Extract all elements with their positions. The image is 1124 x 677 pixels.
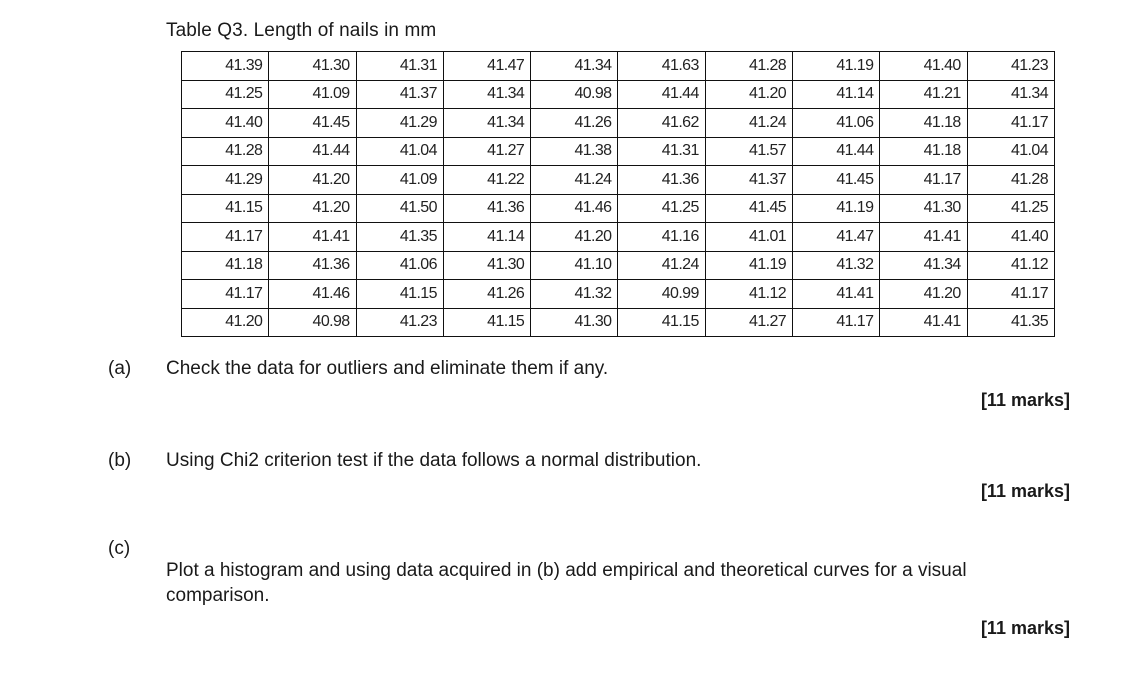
table-cell: 41.12 — [705, 280, 792, 309]
table-cell: 41.37 — [705, 166, 792, 195]
table-cell: 41.06 — [793, 109, 880, 138]
table-cell: 41.36 — [618, 166, 705, 195]
nail-length-table-container — [181, 51, 1055, 351]
table-cell: 41.21 — [880, 80, 967, 109]
table-cell: 41.41 — [880, 223, 967, 252]
table-cell: 41.46 — [269, 280, 356, 309]
table-cell: 41.63 — [618, 52, 705, 81]
table-cell: 41.01 — [705, 223, 792, 252]
table-cell: 41.04 — [967, 137, 1054, 166]
table-cell: 41.26 — [531, 109, 618, 138]
table-cell: 41.15 — [443, 308, 530, 337]
question-b-text: Using Chi2 criterion test if the data follows a normal distribution. — [166, 450, 702, 471]
table-cell: 41.47 — [793, 223, 880, 252]
table-cell: 41.20 — [269, 166, 356, 195]
question-a-marks: [11 marks] — [980, 390, 1070, 410]
table-cell: 41.27 — [705, 308, 792, 337]
table-cell: 41.18 — [880, 109, 967, 138]
question-c-label: (c) — [108, 538, 131, 559]
question-a-label: (a) — [108, 358, 132, 379]
table-cell: 41.44 — [793, 137, 880, 166]
table-cell: 41.14 — [793, 80, 880, 109]
table-cell: 41.31 — [356, 52, 443, 81]
table-cell: 41.23 — [356, 308, 443, 337]
table-cell: 41.34 — [967, 80, 1054, 109]
table-cell: 41.40 — [880, 52, 967, 81]
table-cell: 41.09 — [269, 80, 356, 109]
table-cell: 41.15 — [618, 308, 705, 337]
table-cell: 41.17 — [967, 280, 1054, 309]
table-row — [182, 194, 1055, 223]
table-cell: 41.45 — [793, 166, 880, 195]
table-cell: 41.17 — [967, 109, 1054, 138]
table-cell: 41.45 — [269, 109, 356, 138]
table-row — [182, 166, 1055, 195]
table-cell: 41.24 — [618, 251, 705, 280]
nail-length-table — [181, 51, 1055, 337]
question-b-label: (b) — [108, 450, 132, 471]
table-cell: 41.46 — [531, 194, 618, 223]
table-cell: 41.36 — [443, 194, 530, 223]
table-cell: 41.19 — [705, 251, 792, 280]
table-cell: 41.34 — [880, 251, 967, 280]
table-row — [182, 280, 1055, 309]
table-cell: 41.29 — [182, 166, 269, 195]
table-cell: 41.30 — [443, 251, 530, 280]
table-cell: 41.28 — [182, 137, 269, 166]
table-cell: 41.35 — [967, 308, 1054, 337]
table-cell: 41.45 — [705, 194, 792, 223]
table-cell: 41.12 — [967, 251, 1054, 280]
table-cell: 41.18 — [182, 251, 269, 280]
table-row — [182, 52, 1055, 81]
table-cell: 41.17 — [793, 308, 880, 337]
table-cell: 41.32 — [531, 280, 618, 309]
table-cell: 41.35 — [356, 223, 443, 252]
question-c-text: Plot a histogram and using data acquired in (b) add empirical and theoretical curves for a visual comparison. — [166, 560, 967, 606]
table-cell: 40.98 — [531, 80, 618, 109]
table-cell: 41.38 — [531, 137, 618, 166]
table-cell: 41.34 — [443, 80, 530, 109]
table-cell: 41.24 — [531, 166, 618, 195]
table-cell: 41.20 — [880, 280, 967, 309]
question-c-marks: [11 marks] — [980, 618, 1070, 638]
table-cell: 41.36 — [269, 251, 356, 280]
table-cell: 41.44 — [269, 137, 356, 166]
table-row — [182, 80, 1055, 109]
table-cell: 41.41 — [269, 223, 356, 252]
table-cell: 41.15 — [182, 194, 269, 223]
table-cell: 41.27 — [443, 137, 530, 166]
table-cell: 41.17 — [880, 166, 967, 195]
table-cell: 41.28 — [705, 52, 792, 81]
table-cell: 41.10 — [531, 251, 618, 280]
table-cell: 41.16 — [618, 223, 705, 252]
table-cell: 41.20 — [182, 308, 269, 337]
table-row — [182, 251, 1055, 280]
table-cell: 41.25 — [182, 80, 269, 109]
question-a-text: Check the data for outliers and eliminate them if any. — [166, 358, 609, 379]
question-b-marks: [11 marks] — [980, 481, 1070, 501]
table-row — [182, 308, 1055, 337]
table-cell: 41.14 — [443, 223, 530, 252]
table-cell: 41.20 — [269, 194, 356, 223]
table-cell: 41.44 — [618, 80, 705, 109]
table-cell: 41.23 — [967, 52, 1054, 81]
table-cell: 41.30 — [269, 52, 356, 81]
table-row — [182, 109, 1055, 138]
table-cell: 41.20 — [705, 80, 792, 109]
table-cell: 41.06 — [356, 251, 443, 280]
table-caption: Table Q3. Length of nails in mm — [166, 20, 437, 41]
table-cell: 41.40 — [967, 223, 1054, 252]
table-cell: 41.25 — [967, 194, 1054, 223]
table-cell: 41.34 — [531, 52, 618, 81]
table-cell: 41.41 — [793, 280, 880, 309]
table-cell: 41.29 — [356, 109, 443, 138]
table-cell: 41.28 — [967, 166, 1054, 195]
table-cell: 41.30 — [880, 194, 967, 223]
table-cell: 41.17 — [182, 280, 269, 309]
table-cell: 41.22 — [443, 166, 530, 195]
table-cell: 41.50 — [356, 194, 443, 223]
table-cell: 41.18 — [880, 137, 967, 166]
table-cell: 41.26 — [443, 280, 530, 309]
table-cell: 41.40 — [182, 109, 269, 138]
table-row — [182, 137, 1055, 166]
table-cell: 41.57 — [705, 137, 792, 166]
table-cell: 40.99 — [618, 280, 705, 309]
table-row — [182, 223, 1055, 252]
table-cell: 41.34 — [443, 109, 530, 138]
table-cell: 41.62 — [618, 109, 705, 138]
table-cell: 41.17 — [182, 223, 269, 252]
table-cell: 41.41 — [880, 308, 967, 337]
table-cell: 41.31 — [618, 137, 705, 166]
table-cell: 41.47 — [443, 52, 530, 81]
table-body — [182, 52, 1055, 337]
table-cell: 41.20 — [531, 223, 618, 252]
table-cell: 41.39 — [182, 52, 269, 81]
table-cell: 41.04 — [356, 137, 443, 166]
table-cell: 41.19 — [793, 52, 880, 81]
table-cell: 41.30 — [531, 308, 618, 337]
table-cell: 41.09 — [356, 166, 443, 195]
table-cell: 40.98 — [269, 308, 356, 337]
table-cell: 41.37 — [356, 80, 443, 109]
table-cell: 41.19 — [793, 194, 880, 223]
table-cell: 41.25 — [618, 194, 705, 223]
table-cell: 41.15 — [356, 280, 443, 309]
table-cell: 41.32 — [793, 251, 880, 280]
table-cell: 41.24 — [705, 109, 792, 138]
